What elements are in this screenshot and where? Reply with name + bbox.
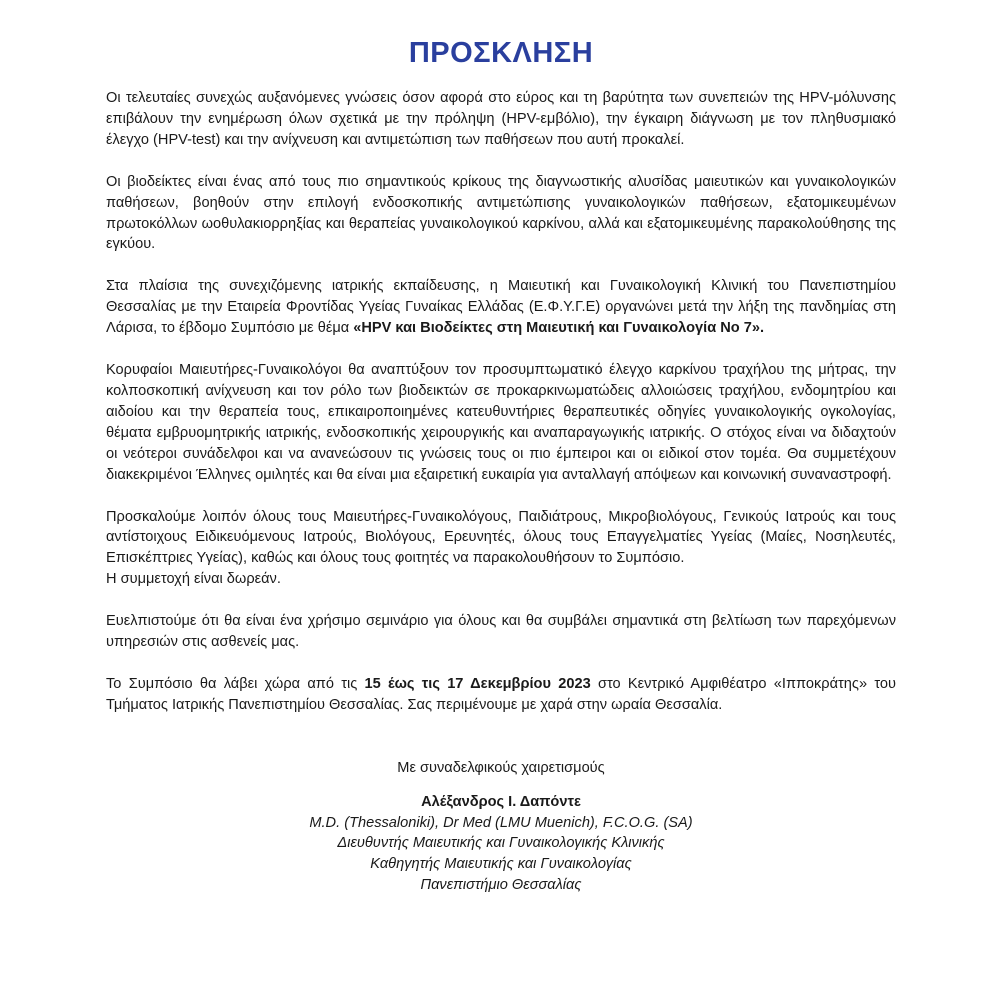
paragraph-symposium (106, 276, 896, 339)
venue-text: στο Κεντρικό Αμφιθέατρο «Ιπποκράτης» του Τμήματος Ιατρικής Πανεπιστημίου Θεσσαλίας. Σας περιμένουμε με χαρά στην ωραία Θεσσαλία. (106, 675, 896, 713)
paragraph-hpv-knowledge: Οι τελευταίες συνεχώς αυξανόμενες γνώσεις όσον αφορά στο εύρος και τη βαρύτητα των συνεπειών της HPV-μόλυνσης επιβάλουν την ενημέρωση όλων σχετικά με την πρόληψη (HPV-εμβόλιο), την έγκαιρη διάγνωση με τον πληθυσμιακό έλεγχο (HPV-test) και την ανίχνευση και αντιμετώπιση των παθήσεων που αυτή προκαλεί. (106, 90, 896, 148)
invitation-document (106, 34, 896, 896)
signatory-title-professor: Καθηγητής Μαιευτικής και Γυναικολογίας (370, 856, 632, 873)
paragraph-biomarkers: Οι βιοδείκτες είναι ένας από τους πιο σημαντικούς κρίκους της διαγνωστικής αλυσίδας μαιευτικών και γυναικολογικών παθήσεων, βοηθούν στην επιλογή ενδοσκοπικής αντιμετώπισης γυναικολογικών παθήσεων, εξατομικευμένων πρωτοκόλλων ωοθυλακιορρηξίας και θεραπείας γυναικολογικού καρκίνου, αλλά και εξατομικευμένης παρακολούθησης της εγκύου. (106, 173, 896, 253)
symposium-intro-text: Στα πλαίσια της συνεχιζόμενης ιατρικής εκπαίδευσης, η Μαιευτική και Γυναικολογική Κλινική του Πανεπιστημίου Θεσσαλίας με την Εταιρεία Φροντίδας Υγείας Γυναίκας Ελλάδας (Ε.Φ.Υ.Γ.Ε) οργανώνει μετά την λήξη της πανδημίας στη Λάρισα, το έβδομο Συμπόσιο με θέμα (106, 278, 896, 337)
free-participation-text: Η συμμετοχή είναι δωρεάν. (106, 571, 281, 588)
dates-intro-text: Το Συμπόσιο θα λάβει χώρα από τις (106, 675, 365, 692)
signatory-degrees: M.D. (Thessaloniki), Dr Med (LMU Muenich), F.C.O.G. (SA) (309, 814, 693, 831)
signatory-title-director: Διευθυντής Μαιευτικής και Γυναικολογικής Κλινικής (337, 835, 665, 852)
paragraph-hope: Ευελπιστούμε ότι θα είναι ένα χρήσιμο σεμινάριο για όλους και θα συμβάλει σημαντικά στη βελτίωση των παρεχόμενων υπηρεσιών στις ασθενείς μας. (106, 613, 896, 651)
paragraph-invitees (106, 507, 896, 591)
signatory-university: Πανεπιστήμιο Θεσσαλίας (420, 877, 582, 894)
signatory-name: Αλέξανδρος Ι. Δαπόντε (421, 793, 581, 810)
symposium-theme: «HPV και Βιοδείκτες στη Μαιευτική και Γυναικολογία Νο 7». (353, 320, 765, 337)
signature-block (106, 792, 896, 897)
paragraph-speakers: Κορυφαίοι Μαιευτήρες-Γυναικολόγοι θα αναπτύξουν τον προσυμπτωματικό έλεγχο καρκίνου τραχήλου της μήτρας, την κολποσκοπική ανίχνευση και τον ρόλο των βιοδεικτών σε προκαρκινωματώδεις αλλοιώσεις τραχήλου, ενδομητρίου και αιδοίου και την θεραπεία τους, επικαιροποιημένες κατευθυντήριες θεραπευτικές οδηγίες γυναικολογικής ογκολογίας, θέματα εμβρυομητρικής ιατρικής, ενδοσκοπικής χειρουργικής και αναπαραγωγικής ιατρικής. Ο στόχος είναι να διδαχτούν οι νεότεροι συνάδελφοι και να ανανεώσουν τις γνώσεις τους οι πιο έμπειροι και οι ειδικοί στον τομέα. Θα συμμετέχουν διακεκριμένοι Έλληνες ομιλητές και θα είναι μια εξαιρετική ευκαιρία για ανταλλαγή απόψεων και κοινωνική συναναστροφή. (106, 362, 896, 483)
invitees-text: Προσκαλούμε λοιπόν όλους τους Μαιευτήρες-Γυναικολόγους, Παιδιάτρους, Μικροβιολόγους, Γενικούς Ιατρούς και τους αντίστοιχους Ειδικευόμενους Ιατρούς, Βιολόγους, Ερευνητές, όλους τους Επαγγελματίες Υγείας (Μαίες, Νοσηλευτές, Επισκέπτριες Υγείας), καθώς και όλους τους φοιτητές να παρακολουθήσουν το Συμπόσιο. (106, 508, 896, 567)
page-title: ΠΡΟΣΚΛΗΣΗ (408, 37, 594, 69)
closing-greeting: Με συναδελφικούς χαιρετισμούς (397, 759, 605, 776)
paragraph-dates-venue (106, 674, 896, 716)
symposium-dates: 15 έως τις 17 Δεκεμβρίου 2023 (364, 675, 591, 692)
